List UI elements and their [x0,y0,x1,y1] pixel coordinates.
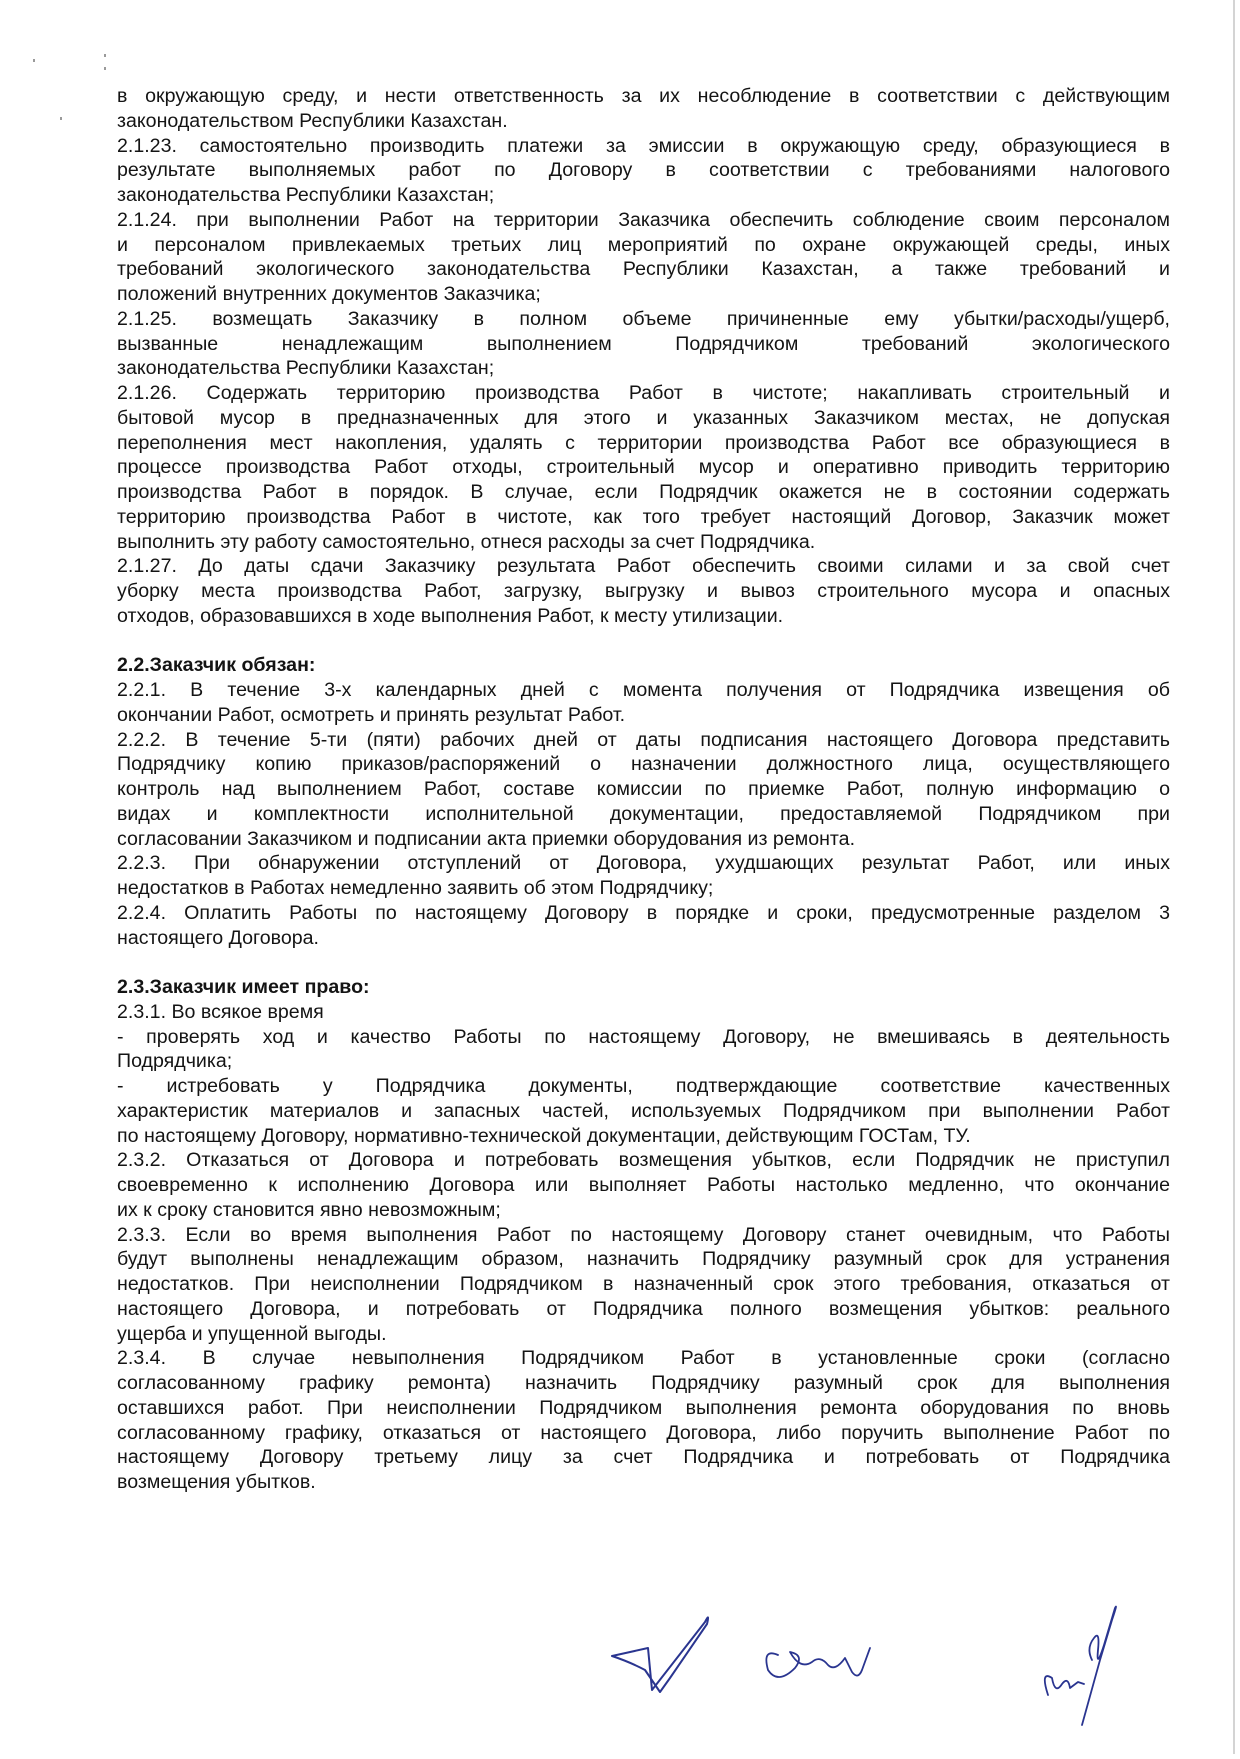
signatures-area [600,1600,1240,1754]
text-line: Подрядчику копию приказов/распоряжений о назначении должностного лица, осуществляющего [117,753,1170,776]
scan-speck [33,59,35,62]
text-line: производства Работ в порядок. В случае, если Подрядчик окажется не в состоянии содержать [117,481,1170,503]
clause-2-3-4 [117,1346,1170,1495]
clause-2-1-27 [117,554,1170,628]
text-line: уборку места производства Работ, загрузку, выгрузку и вывоз строительного мусора и опасных [117,580,1170,602]
text-line: будут выполнены ненадлежащим образом, назначить Подрядчику разумный срок для устранения [117,1248,1170,1271]
clause-2-1-24 [117,208,1170,307]
text-line: требований экологического законодательства Республики Казахстан, а также требований и [117,258,1170,281]
text-line: 2.1.23. самостоятельно производить платежи за эмиссии в окружающую среду, образующиеся в [117,134,1170,157]
text-line: 2.1.24. при выполнении Работ на территории Заказчика обеспечить соблюдение своим персоналом [117,208,1170,231]
clause-2-3-1-b [117,1074,1170,1148]
text-line: настоящему Договору третьему лицу за счет Подрядчика и потребовать от Подрядчика [117,1446,1170,1469]
text-line: по настоящему Договору, нормативно-технической документации, действующим ГОСТам, ТУ. [117,1124,971,1147]
clause-2-1-26 [117,381,1170,554]
text-line: - проверять ход и качество Работы по настоящему Договору, не вмешиваясь в деятельность [117,1025,1170,1048]
clause-2-3-3 [117,1223,1170,1347]
text-line: 2.1.27. До даты сдачи Заказчику результата Работ обеспечить своими силами и за свой счет [117,555,1170,578]
clause-2-3-1-a [117,1025,1170,1075]
text-line: недостатков. При неисполнении Подрядчиком в назначенный срок этого требования, отказаться от [117,1273,1170,1295]
clause-2-2-3 [117,851,1170,901]
text-line: выполнить эту работу самостоятельно, отнеся расходы за счет Подрядчика. [117,530,816,553]
clause-2-3-1 [117,1000,1170,1025]
text-line: согласовании Заказчиком и подписании акта приемки оборудования из ремонта. [117,827,856,850]
clause-2-1-25 [117,307,1170,381]
text-line: законодательством Республики Казахстан. [117,109,508,132]
text-line: и персоналом привлекаемых третьих лиц мероприятий по охране окружающей среды, иных [117,233,1170,256]
text-line: согласованному графику, отказаться от настоящего Договора, либо поручить выполнение Работ по [117,1421,1170,1444]
paragraph-spacer [117,629,1170,654]
section-heading-2-2: 2.2.Заказчик обязан: [117,654,316,677]
text-line: вызванные ненадлежащим выполнением Подрядчиком требований экологического [117,332,1170,355]
text-line: положений внутренних документов Заказчика; [117,283,541,305]
text-line: 2.2.2. В течение 5-ти (пяти) рабочих дней от даты подписания настоящего Договора представить [117,728,1170,751]
text-line: законодательства Республики Казахстан; [117,184,495,206]
text-line: переполнения мест накопления, удалять с территории производства Работ все образующиеся в [117,431,1170,454]
text-line: ущерба и упущенной выгоды. [117,1322,387,1345]
clause-2-3-2 [117,1148,1170,1222]
text-line: окончании Работ, осмотреть и принять результат Работ. [117,703,626,726]
text-line: - истребовать у Подрядчика документы, подтверждающие соответствие качественных [117,1075,1170,1097]
clause-2-1-23 [117,134,1170,208]
text-line: видах и комплектности исполнительной документации, предоставляемой Подрядчиком при [117,802,1170,825]
text-line: 2.3.2. Отказаться от Договора и потребовать возмещения убытков, если Подрядчик не приступил [117,1149,1170,1172]
contract-text [117,84,1170,1495]
text-line: в окружающую среду, и нести ответственность за их несоблюдение в соответствии с действующим [117,85,1170,107]
clause-2-2-1 [117,678,1170,728]
signature-1 [612,1617,708,1692]
text-line: отходов, образовавшихся в ходе выполнения Работ, к месту утилизации. [117,604,784,627]
text-line: 2.3.4. В случае невыполнения Подрядчиком Работ в установленные сроки (согласно [117,1347,1170,1370]
text-line: 2.1.26. Содержать территорию производства Работ в чистоте; накапливать строительный и [117,382,1170,404]
text-line: результате выполняемых работ по Договору в соответствии с требованиями налогового [117,159,1170,182]
text-line: 2.3.1. Во всякое время [117,1000,324,1023]
clause-2-2-4 [117,901,1170,951]
text-line: 2.2.4. Оплатить Работы по настоящему Договору в порядке и сроки, предусмотренные разделом 3 [117,901,1170,924]
clause-2-2-2 [117,728,1170,852]
paragraph-spacer [117,950,1170,975]
clause-2-1-22-cont [117,84,1170,134]
text-line: 2.3.3. Если во время выполнения Работ по настоящему Договору станет очевидным, что Работы [117,1223,1170,1246]
text-line: их к сроку становится явно невозможным; [117,1198,501,1221]
text-line: процессе производства Работ отходы, строительный мусор и оперативно приводить территорию [117,456,1170,479]
text-line: 2.1.25. возмещать Заказчику в полном объеме причиненные ему убытки/расходы/ущерб, [117,307,1170,330]
signatures-svg [600,1600,1240,1754]
signature-2 [766,1648,870,1677]
text-line: характеристик материалов и запасных частей, используемых Подрядчиком при выполнении Работ [117,1099,1170,1122]
text-line: своевременно к исполнению Договора или выполняет Работы настолько медленно, что окончание [117,1174,1170,1196]
text-line: настоящего Договора, и потребовать от Подрядчика полного возмещения убытков: реального [117,1297,1170,1320]
text-line: Подрядчика; [117,1050,233,1073]
scan-edge-line [1233,0,1235,1754]
section-heading-2-3: 2.3.Заказчик имеет право: [117,976,370,998]
text-line: согласованному графику ремонта) назначить Подрядчику разумный срок для выполнения [117,1372,1170,1394]
text-line: контроль над выполнением Работ, составе комиссии по приемке Работ, полную информацию о [117,778,1170,800]
text-line: территорию производства Работ в чистоте, как того требует настоящий Договор, Заказчик может [117,505,1170,528]
text-line: недостатков в Работах немедленно заявить об этом Подрядчику; [117,877,714,899]
text-line: бытовой мусор в предназначенных для этого и указанных Заказчиком местах, не допуская [117,406,1170,429]
scan-speck [104,54,106,57]
text-line: возмещения убытков. [117,1471,316,1493]
text-line: законодательства Республики Казахстан; [117,357,495,380]
scan-speck [60,117,62,120]
scan-speck [104,67,106,70]
text-line: настоящего Договора. [117,926,319,949]
signature-3 [1045,1607,1116,1726]
text-line: 2.2.1. В течение 3-х календарных дней с момента получения от Подрядчика извещения об [117,679,1170,701]
text-line: 2.2.3. При обнаружении отступлений от Договора, ухудшающих результат Работ, или иных [117,852,1170,875]
text-line: оставшихся работ. При неисполнении Подрядчиком выполнения ремонта оборудования по вновь [117,1396,1170,1419]
